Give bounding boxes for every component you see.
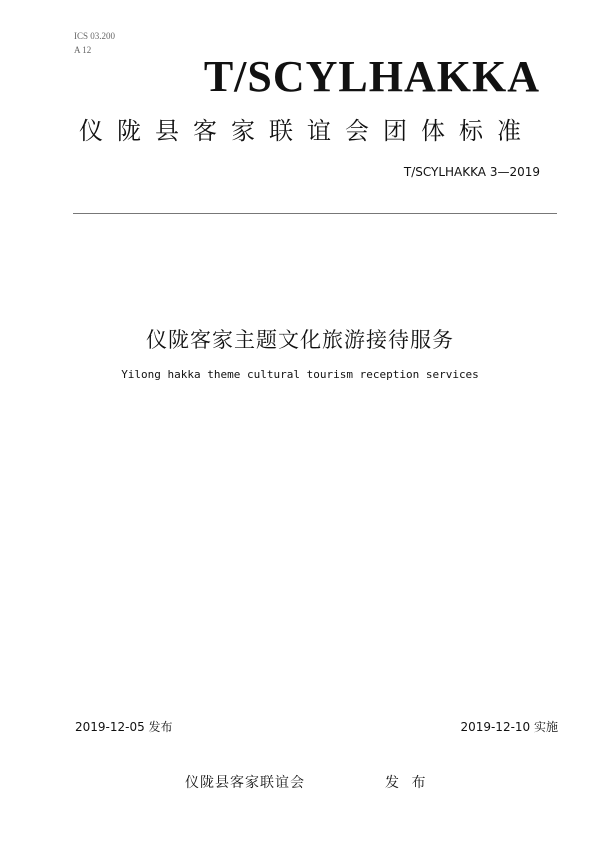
- document-title-zh: 仪陇客家主题文化旅游接待服务: [146, 328, 454, 352]
- issuer-name: 仪陇县客家联谊会: [185, 775, 305, 791]
- header-divider: [73, 213, 557, 214]
- implement-date: 2019-12-10 实施: [460, 720, 558, 734]
- document-title-en: Yilong hakka theme cultural tourism reception services: [121, 368, 479, 381]
- issue-label: 发 布: [385, 775, 430, 791]
- publish-date: 2019-12-05 发布: [75, 720, 173, 734]
- standard-number: T/SCYLHAKKA 3—2019: [403, 165, 540, 179]
- standard-code: T/SCYLHAKKA: [203, 52, 540, 101]
- ccs-code: A 12: [74, 45, 92, 55]
- ics-code: ICS 03.200: [74, 31, 116, 41]
- organization-title: 仪陇县客家联谊会团体标准: [79, 117, 535, 145]
